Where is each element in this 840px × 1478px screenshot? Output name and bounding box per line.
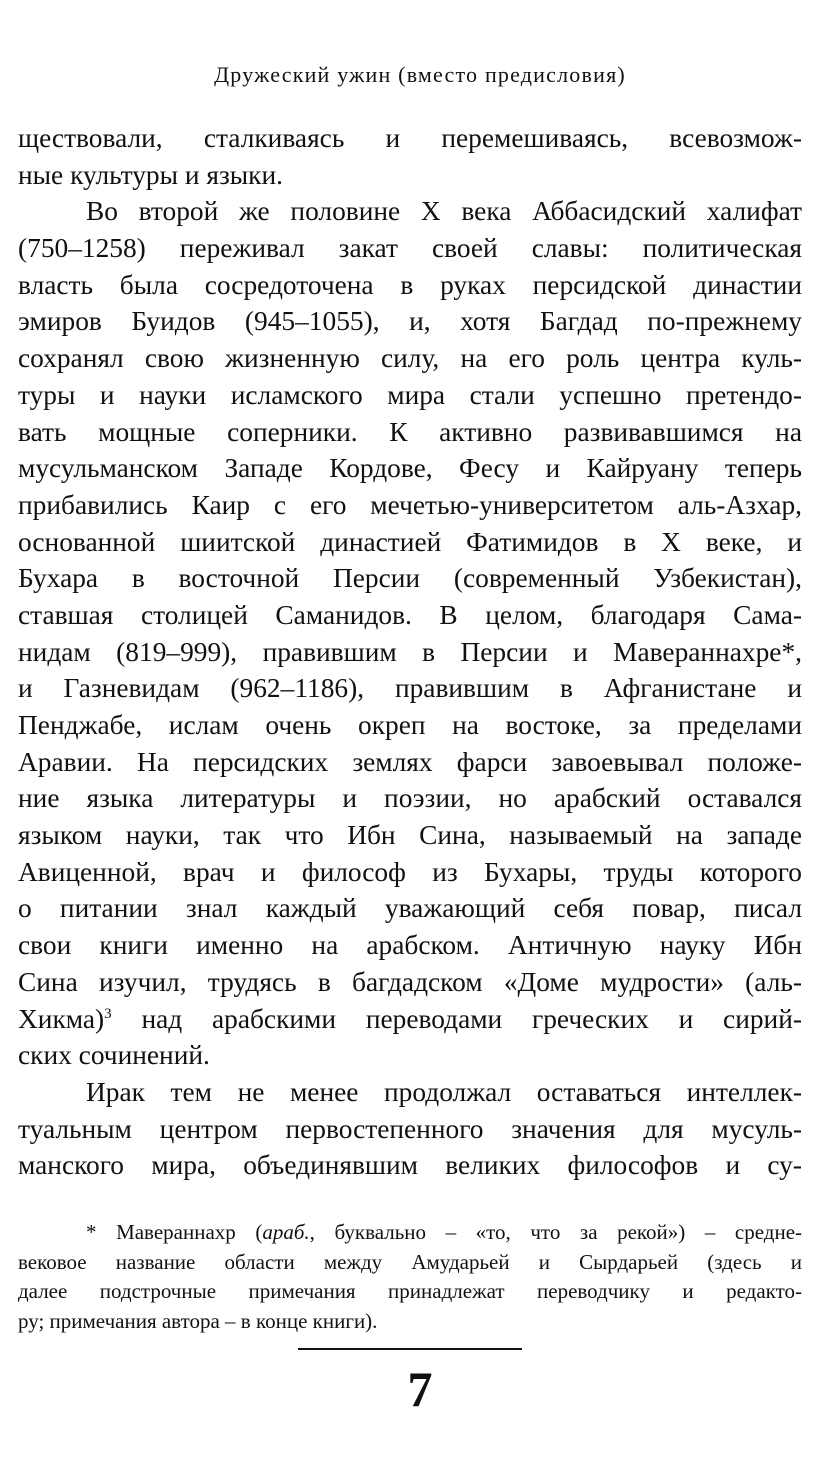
text-line: прибавились Каир с его мечетью-университетом аль-Азхар, — [18, 489, 802, 520]
footnote-text: , буквально – «то, что за рекой») – средне- — [309, 1220, 802, 1244]
page-number: 7 — [407, 1361, 433, 1417]
text-line: сохранял свою жизненную силу, на его роль центра куль- — [18, 343, 802, 374]
text-line: власть была сосредоточена в руках персидской династии — [18, 269, 802, 300]
text-line: мусульманском Западе Кордове, Фесу и Кайруану теперь — [18, 453, 802, 484]
text-line: ских сочинений. — [18, 1040, 210, 1071]
text-line: туальным центром первостепенного значения для мусуль- — [18, 1113, 802, 1144]
footnote-line — [18, 1218, 802, 1248]
author-note-reference: 3 — [104, 1005, 112, 1022]
text-line: основанной шиитской династией Фатимидов в X веке, и — [18, 526, 802, 557]
text-segment: Хикма) — [18, 1003, 105, 1034]
text-line: туры и науки исламского мира стали успешно претендо- — [18, 379, 802, 410]
footnote-italic-abbreviation: араб. — [262, 1220, 310, 1244]
footnote-line: далее подстрочные примечания принадлежат переводчику и редакто- — [18, 1279, 802, 1303]
text-line: вать мощные соперники. К активно развивавшимся на — [18, 416, 802, 447]
footnote-marker-text: * Мавераннахр ( — [86, 1220, 263, 1244]
text-line: ществовали, сталкиваясь и перемешиваясь, всевозмож- — [18, 123, 802, 153]
text-line: манского мира, объединявшим великих философов и су- — [18, 1150, 802, 1181]
text-line: языком науки, так что Ибн Сина, называемый на западе — [18, 820, 802, 851]
text-line: о питании знал каждый уважающий себя повар, писал — [18, 893, 802, 924]
text-line: Сина изучил, трудясь в багдадском «Доме мудрости» (аль- — [18, 966, 802, 997]
paragraph-first-line: Во второй же половине X века Аббасидский халифат — [86, 196, 802, 227]
text-line: Пенджабе, ислам очень окреп на востоке, за пределами — [18, 710, 802, 740]
text-line-with-note-ref — [18, 1001, 802, 1038]
footnote-line: вековое название области между Амударьей и Сырдарьей (здесь и — [18, 1249, 802, 1274]
footnote-line: ру; примечания автора – в конце книги). — [18, 1308, 378, 1333]
text-line: ные культуры и языки. — [18, 159, 283, 190]
text-line: Бухара в восточной Персии (современный Узбекистан), — [18, 563, 802, 594]
text-line: и Газневидам (962–1186), правившим в Афганистане и — [18, 673, 802, 704]
body-text — [18, 120, 802, 1184]
text-line: нидам (819–999), правившим в Персии и Мавераннахре*, — [18, 636, 802, 667]
text-line: ние языка литературы и поэзии, но арабский оставался — [18, 783, 802, 814]
text-line: (750–1258) переживал закат своей славы: политическая — [18, 233, 802, 264]
page-number-rule — [298, 1348, 522, 1350]
footnote — [18, 1218, 802, 1336]
text-line: эмиров Буидов (945–1055), и, хотя Багдад по-прежнему — [18, 306, 802, 337]
paragraph-first-line: Ирак тем не менее продолжал оставаться интеллек- — [86, 1076, 802, 1107]
text-line: ставшая столицей Саманидов. В целом, благодаря Сама- — [18, 599, 802, 630]
running-head: Дружеский ужин (вместо предисловия) — [214, 62, 626, 87]
text-line: свои книги именно на арабском. Античную науку Ибн — [18, 930, 802, 961]
text-line: Аравии. На персидских землях фарси завоевывал положе- — [18, 746, 802, 777]
text-segment: над арабскими переводами греческих и сирий- — [111, 1003, 802, 1034]
text-line: Авиценной, врач и философ из Бухары, труды которого — [18, 856, 802, 887]
